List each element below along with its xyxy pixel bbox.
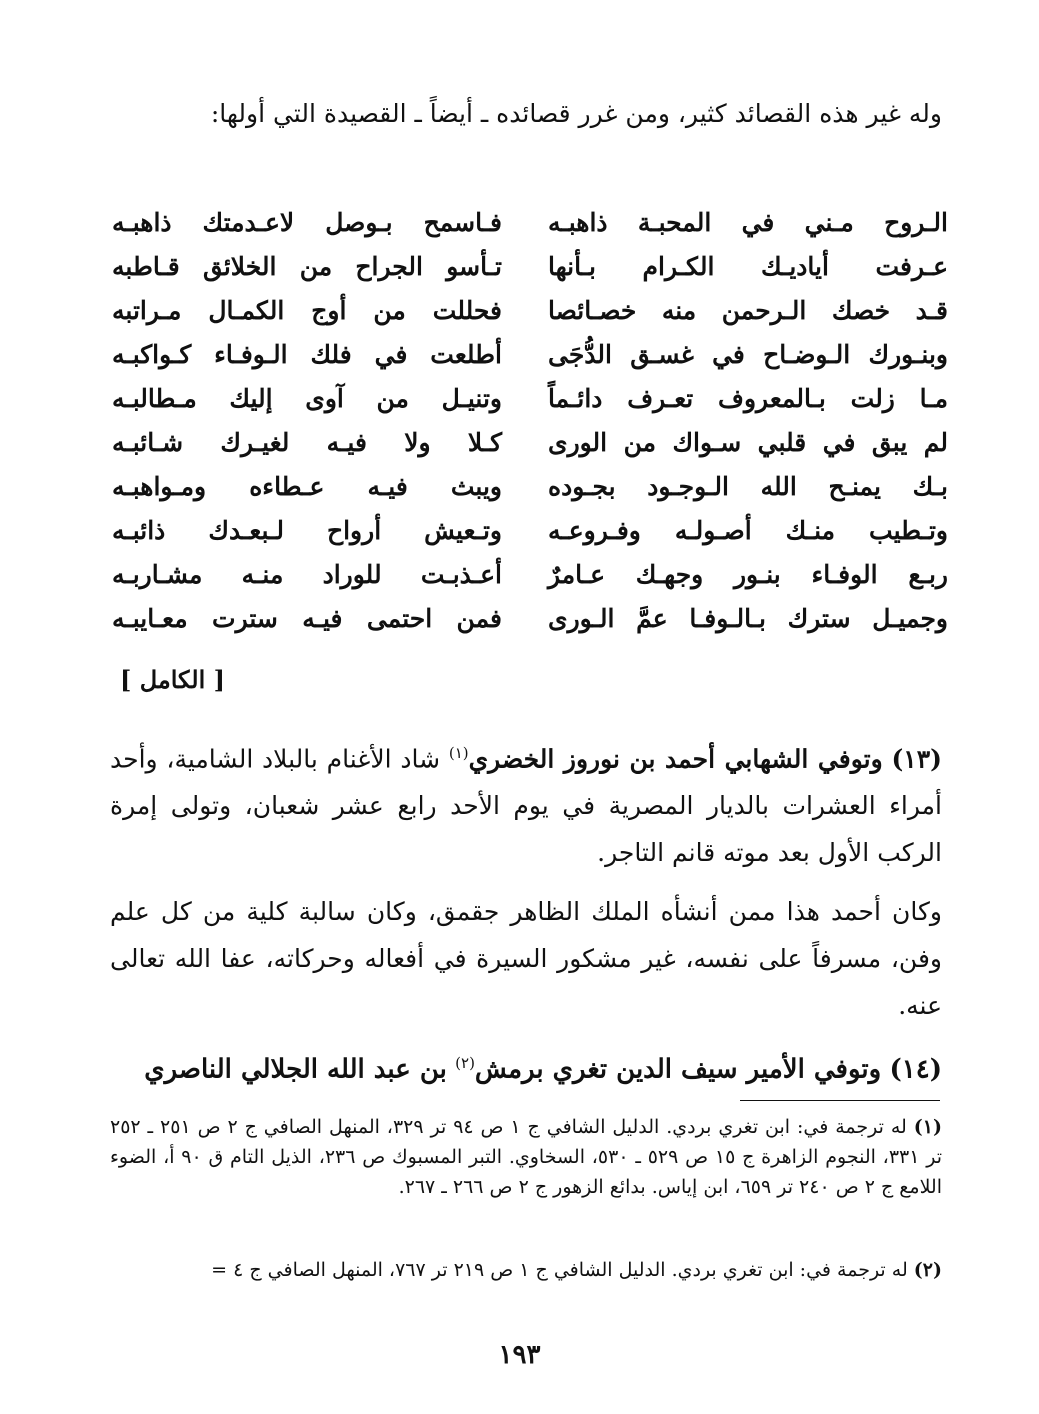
- entry-number: (١٣): [891, 744, 942, 774]
- verse-line: [112, 200, 948, 245]
- footnote-text: له ترجمة في: ابن تغري بردي. الدليل الشافي ج ١ ص ٩٤ تر ٣٢٩، المنهل الصافي ج ٢ ص ٢٥١ ـ ٢٥٢ تر ٣٣١، النجوم الزاهرة ج ١٥ ص ٥٢٩ ـ ٥٣٠، السخاوي. التبر المسبوك ص ٢٣٦، الذيل التام ق ٩٠ أ، الضوء اللامع ج ٢ ص ٢٤٠ تر ٦٥٩، ابن إياس. بدائع الزهور ج ٢ ص ٢٦٦ ـ ٢٦٧.: [110, 1116, 943, 1198]
- poetic-meter-label: [ الكامل ]: [120, 665, 225, 694]
- verse-second-hemistich: فمن احتمى فيـه سترت معـايبـه: [112, 604, 502, 633]
- verse-line: [112, 376, 948, 421]
- verse-second-hemistich: أطلعت في فلك الـوفـاء كـواكبـه: [112, 340, 502, 369]
- entry-13-continuation: وكان أحمد هذا ممن أنشأه الملك الظاهر جقمق، وكان سالبة كلية من كل علم وفن، مسرفاً على نفسه، غير مشكور السيرة في أفعاله وحركاته، عفا الله تعالى عنه.: [110, 897, 942, 1020]
- verse-second-hemistich: أعـذبـت للوراد منـه مشـاربـه: [112, 560, 502, 589]
- verse-line: [112, 420, 948, 465]
- verse-second-hemistich: فحللت من أوج الكمـال مـراتبه: [112, 296, 502, 325]
- verse-second-hemistich: ويبث فيـه عـطاءه ومـواهبـه: [112, 472, 502, 501]
- verse-second-hemistich: كـلا ولا فيـه لغيـرك شـائبـه: [112, 428, 502, 457]
- verse-line: [112, 288, 948, 333]
- footnote-reference[interactable]: (٢): [455, 1054, 475, 1072]
- verse-second-hemistich: تـأسو الجراح من الخلائق قـاطبه: [112, 252, 502, 281]
- verse-first-hemistich: بـك يمنـح الله الـوجـود بجـوده: [548, 472, 948, 501]
- verse-line: [112, 464, 948, 509]
- footnote-number: (١): [913, 1116, 942, 1138]
- verse-line: [112, 332, 948, 377]
- footnote-2: [110, 1255, 942, 1285]
- verse-first-hemistich: عـرفت أياديـك الكـرام بـأنها: [548, 252, 948, 281]
- verse-first-hemistich: لم يبق في قلبي سـواك من الورى: [548, 428, 948, 457]
- footnote-number: (٢): [913, 1259, 942, 1281]
- verse-first-hemistich: مـا زلت بـالمعروف تعـرف دائـماً: [548, 384, 948, 413]
- verse-second-hemistich: وتـعيش أرواح لـبعـدك ذائبـه: [112, 516, 502, 545]
- verse-first-hemistich: وبنـورك الـوضـاح في غسـق الدُّجَى: [548, 340, 948, 369]
- page-number: ١٩٣: [498, 1340, 541, 1370]
- verse-first-hemistich: ربـع الوفـاء بنـور وجهـك عـامرٌ: [548, 560, 948, 589]
- footnote-text: له ترجمة في: ابن تغري بردي. الدليل الشافي ج ١ ص ٢١٩ تر ٧٦٧، المنهل الصافي ج ٤ =: [211, 1259, 908, 1281]
- verse-first-hemistich: قـد خصك الـرحمن منه خصـائصا: [548, 296, 948, 325]
- verse-first-hemistich: وجميـل سترك بـالـوفـا عمَّ الـورى: [548, 604, 948, 633]
- verse-first-hemistich: وتـطيب منـك أصـولـه وفـروعـه: [548, 516, 948, 545]
- footnote-separator: [740, 1100, 940, 1101]
- verse-line: [112, 552, 948, 597]
- verse-first-hemistich: الـروح مـني في المحبـة ذاهبـه: [548, 208, 948, 237]
- entry-heading: وتوفي الشهابي أحمد بن نوروز الخضري: [468, 744, 883, 774]
- footnote-1: [110, 1112, 942, 1202]
- verse-second-hemistich: فـاسمح بـوصل لاعـدمتك ذاهبـه: [112, 208, 502, 237]
- entry-heading: وتوفي الأمير سيف الدين تغري برمش: [474, 1054, 882, 1085]
- verse-line: [112, 596, 948, 641]
- entry-number: (١٤): [889, 1054, 942, 1085]
- entry-text: شاد الأغنام بالبلاد الشامية، وأحد أمراء العشرات بالديار المصرية في يوم الأحد رابع عشر شعبان، وتولى إمرة الركب الأول بعد موته قانم التاجر.: [110, 744, 943, 868]
- footnote-reference[interactable]: (١): [448, 744, 469, 762]
- verse-line: [112, 244, 948, 289]
- verse-second-hemistich: وتنيـل من آوى إليك مـطالبـه: [112, 384, 502, 413]
- intro-paragraph: وله غير هذه القصائد كثير، ومن غرر قصائده ـ أيضاً ـ القصيدة التي أولها:: [210, 99, 942, 128]
- entry-13-paragraph: [110, 730, 942, 876]
- entry-text: بن عبد الله الجلالي الناصري: [144, 1054, 447, 1085]
- verse-line: [112, 508, 948, 553]
- entry-14-paragraph: [110, 1040, 942, 1094]
